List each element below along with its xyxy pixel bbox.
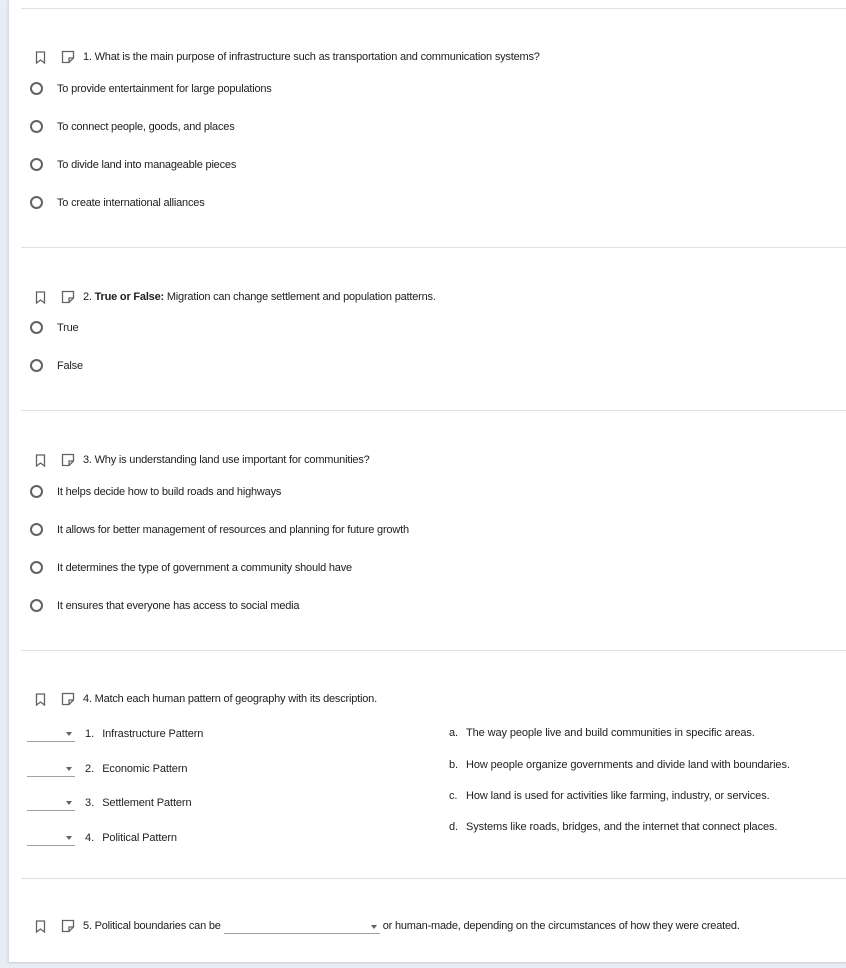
question-2-header [33, 290, 436, 304]
match-item-2 [27, 761, 187, 777]
q1-option-2[interactable] [30, 120, 235, 133]
chevron-down-icon [66, 732, 72, 736]
description-text: The way people live and build communities in specific areas. [466, 727, 755, 739]
q1-option-3[interactable] [30, 158, 236, 171]
divider [21, 410, 846, 411]
option-label: To create international alliances [57, 196, 205, 209]
radio-button[interactable] [30, 196, 43, 209]
match-description-d [449, 821, 777, 833]
question-type: True or False: [94, 291, 164, 303]
option-label: To connect people, goods, and places [57, 120, 235, 133]
match-description-c [449, 790, 770, 802]
option-label: To provide entertainment for large populations [57, 82, 272, 95]
bookmark-icon[interactable] [33, 453, 47, 467]
match-item-1 [27, 726, 203, 742]
divider [21, 8, 846, 9]
item-label: Infrastructure Pattern [102, 728, 204, 740]
chevron-down-icon [66, 767, 72, 771]
radio-button[interactable] [30, 321, 43, 334]
option-label: False [57, 359, 83, 372]
divider [21, 878, 846, 879]
q2-option-true[interactable] [30, 321, 78, 334]
description-text: How people organize governments and divide land with boundaries. [466, 759, 790, 771]
match-item-3 [27, 795, 192, 811]
description-text: Systems like roads, bridges, and the internet that connect places. [466, 821, 778, 833]
option-label: To divide land into manageable pieces [57, 158, 237, 171]
option-label: It ensures that everyone has access to social media [57, 599, 300, 612]
question-3-header [33, 453, 370, 467]
match-dropdown[interactable] [27, 761, 75, 777]
item-label: Political Pattern [102, 832, 177, 844]
sentence-end: or human-made, depending on the circumstances of how they were created. [382, 919, 740, 932]
note-icon[interactable] [61, 692, 75, 706]
question-2-text [83, 291, 436, 303]
bookmark-icon[interactable] [33, 290, 47, 304]
description-letter: c. [449, 790, 458, 802]
item-number: 2. [85, 763, 95, 775]
q2-option-false[interactable] [30, 359, 83, 372]
question-body: Migration can change settlement and population patterns. [163, 291, 436, 303]
item-number: 1. [85, 728, 95, 740]
question-5-text [83, 918, 740, 934]
divider [21, 247, 846, 248]
note-icon[interactable] [61, 290, 75, 304]
item-number: 4. [85, 832, 95, 844]
blank-dropdown[interactable] [224, 918, 380, 934]
item-label: Settlement Pattern [102, 797, 192, 809]
question-4-header [33, 692, 377, 706]
match-dropdown[interactable] [27, 726, 75, 742]
radio-button[interactable] [30, 523, 43, 536]
chevron-down-icon [66, 801, 72, 805]
divider [21, 650, 846, 651]
option-label: It helps decide how to build roads and highways [57, 485, 282, 498]
note-icon[interactable] [61, 50, 75, 64]
description-letter: d. [449, 821, 458, 833]
sentence-start: 5. Political boundaries can be [83, 919, 221, 932]
question-4-text: 4. Match each human pattern of geography with its description. [83, 693, 377, 705]
item-number: 3. [85, 797, 95, 809]
match-dropdown[interactable] [27, 830, 75, 846]
q1-option-1[interactable] [30, 82, 272, 95]
radio-button[interactable] [30, 485, 43, 498]
question-3-text: 3. Why is understanding land use important for communities? [83, 454, 370, 466]
q1-option-4[interactable] [30, 196, 205, 209]
description-letter: a. [449, 727, 458, 739]
radio-button[interactable] [30, 82, 43, 95]
q3-option-1[interactable] [30, 485, 281, 498]
chevron-down-icon [371, 925, 377, 929]
note-icon[interactable] [61, 919, 75, 933]
bookmark-icon[interactable] [33, 692, 47, 706]
bookmark-icon[interactable] [33, 50, 47, 64]
q3-option-4[interactable] [30, 599, 299, 612]
radio-button[interactable] [30, 158, 43, 171]
bookmark-icon[interactable] [33, 919, 47, 933]
description-text: How land is used for activities like farming, industry, or services. [466, 790, 770, 802]
question-1-header [33, 50, 540, 64]
description-letter: b. [449, 759, 458, 771]
option-label: It allows for better management of resources and planning for future growth [57, 523, 409, 536]
question-5-header [33, 918, 740, 934]
match-description-a [449, 727, 755, 739]
radio-button[interactable] [30, 120, 43, 133]
radio-button[interactable] [30, 561, 43, 574]
match-dropdown[interactable] [27, 795, 75, 811]
question-1-text: 1. What is the main purpose of infrastructure such as transportation and communication systems? [83, 51, 540, 63]
note-icon[interactable] [61, 453, 75, 467]
option-label: True [57, 321, 79, 334]
radio-button[interactable] [30, 359, 43, 372]
match-item-4 [27, 830, 177, 846]
q3-option-3[interactable] [30, 561, 352, 574]
question-number: 2. [83, 291, 95, 303]
quiz-card [8, 0, 846, 962]
chevron-down-icon [66, 836, 72, 840]
radio-button[interactable] [30, 599, 43, 612]
match-description-b [449, 759, 790, 771]
item-label: Economic Pattern [102, 763, 188, 775]
q3-option-2[interactable] [30, 523, 409, 536]
option-label: It determines the type of government a community should have [57, 561, 352, 574]
